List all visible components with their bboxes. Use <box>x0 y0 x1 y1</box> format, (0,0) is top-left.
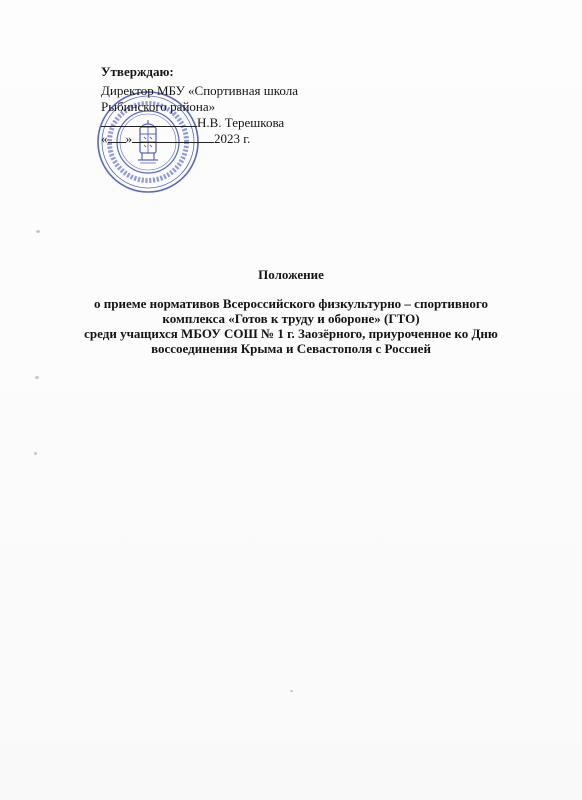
scan-speck <box>34 452 37 455</box>
subtitle-line-2: комплекса «Готов к труду и обороне» (ГТО) <box>162 311 420 326</box>
approval-position-line1: Директор МБУ «Спортивная школа <box>101 83 298 98</box>
subtitle-line-1: о приеме нормативов Всероссийского физкультурно – спортивного <box>94 296 488 311</box>
date-quote-close: » <box>125 131 132 146</box>
signature-line <box>101 115 341 131</box>
date-day-blank <box>108 131 126 143</box>
approval-heading: Утверждаю: <box>101 64 174 79</box>
scan-speck <box>36 230 40 233</box>
date-quote-open: « <box>101 131 108 146</box>
scan-speck <box>290 690 293 692</box>
date-year: 2023 г. <box>214 131 251 146</box>
scan-speck <box>35 376 39 379</box>
date-line <box>101 131 341 147</box>
subtitle-line-4: воссоединения Крыма и Севастополя с Россией <box>151 341 431 356</box>
document-subtitle <box>60 296 522 356</box>
subtitle-line-3: среди учащихся МБОУ СОШ № 1 г. Заозёрного, приуроченное ко Дню <box>84 326 498 341</box>
date-month-blank <box>132 131 214 143</box>
document-title: Положение <box>258 267 324 282</box>
approval-position-line2: Рыбинского района» <box>101 99 216 114</box>
signature-blank <box>101 115 197 127</box>
approval-block <box>101 64 341 147</box>
signer-name: Н.В. Терешкова <box>197 115 285 130</box>
